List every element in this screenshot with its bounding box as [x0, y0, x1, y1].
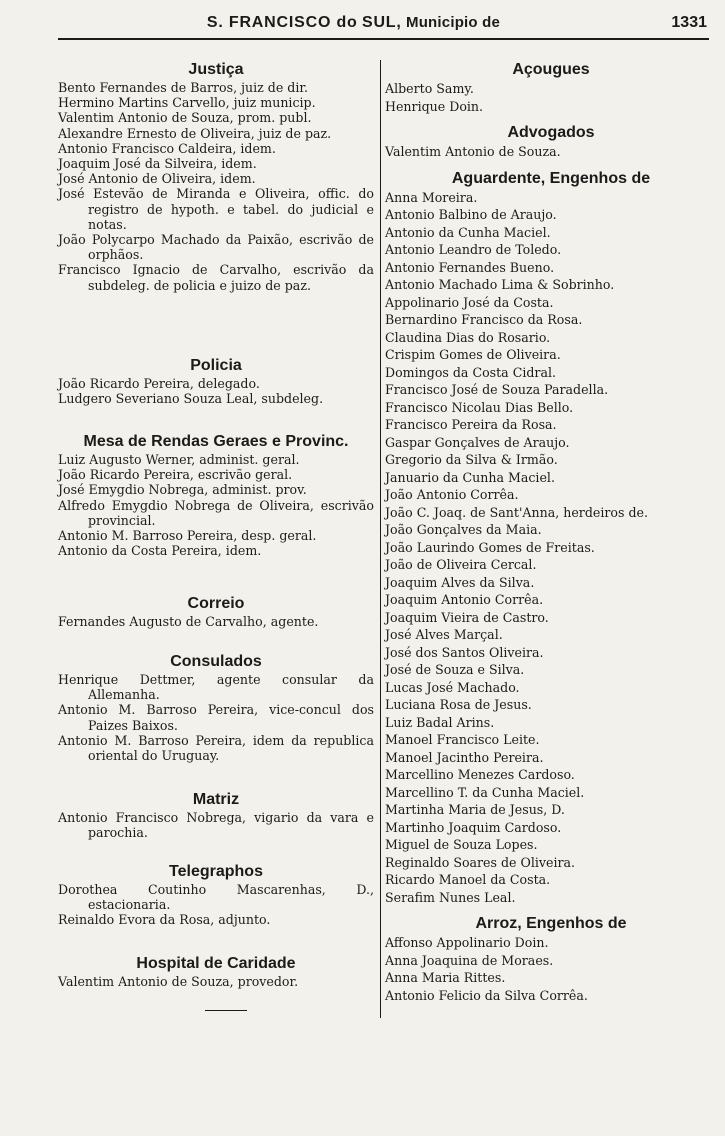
section-heading: Telegraphos — [169, 863, 263, 880]
list-item: Miguel de Souza Lopes. — [385, 837, 538, 852]
running-title-place: S. FRANCISCO do — [206, 14, 358, 31]
list-item: Francisco Nicolau Dias Bello. — [385, 399, 574, 415]
list-item: Reginaldo Soares de Oliveira. — [385, 854, 576, 870]
page-number: 1331 — [671, 14, 707, 31]
list-item: José Alves Marçal. — [385, 627, 503, 642]
list-item: Bento Fernandes de Barros, juiz de dir. — [58, 80, 308, 95]
list-item: Ricardo Manoel da Costa. — [385, 872, 551, 887]
list-item: Antonio M. Barroso Pereira, vice-concul dos Paizes Baixos. — [58, 702, 374, 733]
list-item: José Emygdio Nobrega, administ. prov. — [58, 482, 307, 498]
section-heading: Justiça — [188, 61, 244, 78]
list-item: Fernandes Augusto de Carvalho, agente. — [58, 614, 319, 629]
running-title — [58, 14, 649, 32]
list-item: Affonso Appolinario Doin. — [385, 935, 549, 950]
right-column — [380, 60, 717, 1018]
section-matriz — [58, 790, 374, 840]
list-item: Dorothea Coutinho Mascarenhas, D., estacionaria. — [58, 882, 374, 913]
section-mesa-de-rendas — [58, 432, 374, 558]
section-consulados — [58, 652, 374, 763]
list-item: Gregorio da Silva & Irmão. — [385, 452, 558, 467]
list-item: João Antonio Corrêa. — [385, 487, 519, 502]
list-item: Antonio Fernandes Bueno. — [385, 259, 555, 275]
list-item: Antonio M. Barroso Pereira, desp. geral. — [58, 528, 317, 544]
list-item: Antonio Machado Lima & Sobrinho. — [385, 277, 615, 292]
list-item: Ludgero Severiano Souza Leal, subdeleg. — [58, 391, 324, 407]
list-item: Antonio Francisco Caldeira, idem. — [58, 140, 276, 156]
section-telegraphos — [58, 862, 374, 928]
section-heading: Açougues — [512, 61, 590, 78]
running-title-suffix: Municipio de — [406, 14, 501, 31]
list-item: Antonio da Costa Pereira, idem. — [58, 543, 262, 559]
list-item: Antonio Leandro de Toledo. — [385, 242, 562, 257]
list-item: Francisco Ignacio de Carvalho, escrivão da subdeleg. de policia e juizo de paz. — [58, 262, 374, 293]
list-item: Francisco José de Souza Paradella. — [385, 382, 609, 397]
list-item: Martinha Maria de Jesus, D. — [385, 802, 565, 817]
list-item: Manoel Jacintho Pereira. — [385, 749, 544, 765]
section-heading: Arroz, Engenhos de — [475, 915, 627, 932]
list-item: Antonio Felicio da Silva Corrêa. — [385, 987, 588, 1003]
list-item: Hermino Martins Carvello, juiz municip. — [58, 95, 316, 111]
section-advogados — [385, 123, 717, 161]
list-item: Alexandre Ernesto de Oliveira, juiz de paz. — [58, 125, 332, 141]
list-item: Alberto Samy. — [385, 81, 474, 96]
list-item: Francisco Pereira da Rosa. — [385, 417, 557, 432]
list-item: João Ricardo Pereira, delegado. — [58, 376, 260, 391]
list-item: Manoel Francisco Leite. — [385, 732, 540, 747]
list-item: Martinho Joaquim Cardoso. — [385, 819, 562, 835]
section-heading: Matriz — [192, 791, 240, 808]
list-item: José Estevão de Miranda e Oliveira, offic. do registro de hypoth. e tabel. do judicial e notas. — [58, 186, 374, 232]
list-item: Joaquim José da Silveira, idem. — [58, 156, 257, 172]
list-item: Lucas José Machado. — [385, 679, 520, 695]
section-heading: Correio — [187, 595, 245, 612]
list-item: Anna Moreira. — [385, 189, 478, 205]
list-item: Antonio Francisco Nobrega, vigario da vara e parochia. — [58, 810, 374, 841]
list-item: José Antonio de Oliveira, idem. — [58, 171, 256, 187]
list-item: Alfredo Emygdio Nobrega de Oliveira, escrivão provincial. — [58, 497, 374, 528]
list-item: João Laurindo Gomes de Freitas. — [385, 539, 595, 555]
list-item: João C. Joaq. de Sant'Anna, herdeiros de. — [385, 504, 648, 520]
section-heading: Hospital de Caridade — [136, 955, 296, 972]
list-item: Luiz Badal Arins. — [385, 714, 495, 730]
list-item: Gaspar Gonçalves de Araujo. — [385, 434, 570, 450]
list-item: Bernardino Francisco da Rosa. — [385, 312, 583, 327]
section-heading: Consulados — [170, 653, 262, 670]
section-acougues — [385, 60, 717, 115]
list-item: Valentim Antonio de Souza, prom. publ. — [58, 110, 312, 126]
list-item: Valentim Antonio de Souza, provedor. — [58, 974, 299, 989]
list-item: José de Souza e Silva. — [385, 662, 525, 677]
list-item: Antonio M. Barroso Pereira, idem da republica oriental do Uruguay. — [58, 732, 374, 764]
list-item: Henrique Dettmer, agente consular da Allemanha. — [58, 672, 374, 703]
section-hospital — [58, 954, 374, 989]
list-item: Joaquim Alves da Silva. — [385, 574, 535, 590]
list-item: Antonio Balbino de Araujo. — [385, 207, 557, 222]
section-heading: Policia — [190, 357, 242, 374]
list-item: Januario da Cunha Maciel. — [385, 469, 555, 485]
list-item: Joaquim Antonio Corrêa. — [385, 592, 544, 607]
list-item: Serafim Nunes Leal. — [385, 889, 516, 905]
list-item: José dos Santos Oliveira. — [385, 644, 544, 660]
section-aguardente — [385, 169, 717, 907]
list-item: Anna Maria Rittes. — [385, 970, 506, 985]
section-heading: Aguardente, Engenhos de — [451, 169, 651, 187]
list-item: Marcellino T. da Cunha Maciel. — [385, 784, 585, 800]
section-arroz — [385, 914, 717, 1004]
section-heading: Advogados — [507, 124, 595, 141]
list-item: Crispim Gomes de Oliveira. — [385, 347, 561, 362]
list-item: Luciana Rosa de Jesus. — [385, 697, 532, 712]
page-header — [58, 8, 709, 40]
list-item: Valentim Antonio de Souza. — [385, 144, 561, 159]
list-item: Domingos da Costa Cidral. — [385, 364, 556, 380]
list-item: João Gonçalves da Maia. — [385, 522, 542, 537]
section-heading: Mesa de Rendas Geraes e Provinc. — [83, 433, 349, 450]
section-policia — [58, 356, 374, 406]
list-item: Reinaldo Evora da Rosa, adjunto. — [58, 912, 271, 928]
list-item: Anna Joaquina de Moraes. — [385, 952, 554, 968]
list-item: João Ricardo Pereira, escrivão geral. — [58, 467, 293, 483]
list-item: Antonio da Cunha Maciel. — [385, 224, 551, 240]
section-correio — [58, 594, 374, 629]
list-item: Marcellino Menezes Cardoso. — [385, 767, 575, 782]
running-title-state: SUL, — [361, 14, 402, 31]
section-justica — [58, 60, 374, 293]
list-item: Claudina Dias do Rosario. — [385, 329, 551, 345]
list-item: Henrique Doin. — [385, 98, 484, 114]
list-item: Joaquim Vieira de Castro. — [385, 609, 549, 625]
end-rule — [205, 1010, 247, 1011]
list-item: Appolinario José da Costa. — [385, 294, 554, 310]
list-item: Luiz Augusto Werner, administ. geral. — [58, 452, 300, 467]
list-item: João de Oliveira Cercal. — [385, 557, 537, 572]
list-item: João Polycarpo Machado da Paixão, escrivão de orphãos. — [58, 232, 374, 263]
